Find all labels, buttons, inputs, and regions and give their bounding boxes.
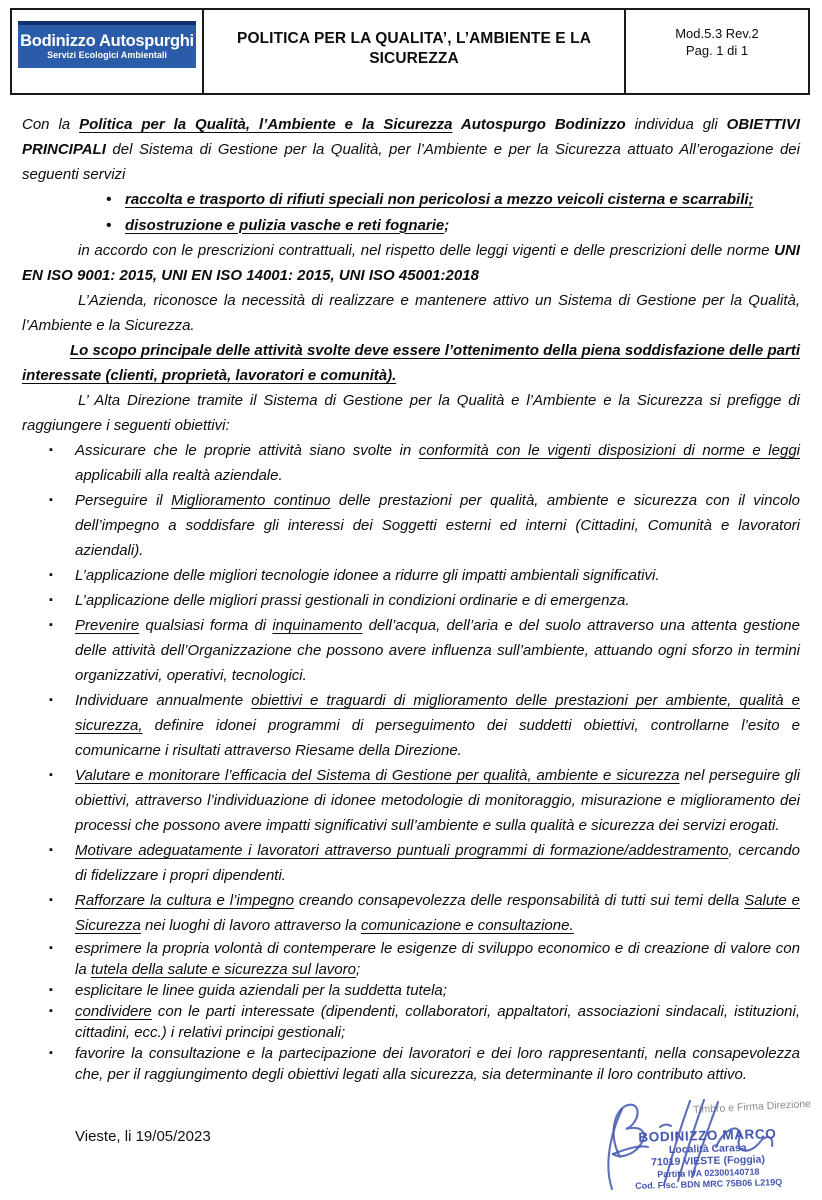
page-number: Pag. 1 di 1 bbox=[685, 43, 749, 58]
list-item bbox=[22, 888, 800, 938]
text-run: inquinamento bbox=[272, 617, 363, 634]
list-item bbox=[22, 838, 800, 888]
text-run: condividere bbox=[75, 1003, 152, 1020]
text-run: esplicitare le linee guida aziendali per la suddetta tutela; bbox=[75, 982, 447, 999]
text-run: ; bbox=[356, 961, 361, 978]
mod-revision: Mod.5.3 Rev.2 bbox=[675, 26, 759, 41]
stamp-vat: Partita IVA 02300140718 bbox=[657, 1166, 760, 1180]
list-item bbox=[22, 438, 800, 488]
list-item bbox=[22, 187, 800, 213]
text-run: comunicazione e consultazione. bbox=[360, 917, 574, 934]
list-item bbox=[22, 688, 800, 763]
stamp-caption: Timbro e Firma Direzione bbox=[692, 1097, 812, 1117]
list-item bbox=[22, 488, 800, 563]
text-run: obiettivi e traguardi di miglioramento delle prestazioni per ambiente, qualità e sicurezza, bbox=[75, 692, 800, 734]
text-run: con le parti interessate (dipendenti, collaboratori, appaltatori, associazioni sindacali, istituzioni, cittadini, ecc.) i relativi principi gestionali; bbox=[75, 1003, 800, 1041]
direction-paragraph bbox=[22, 388, 800, 438]
stamp-fiscal-code: Cod. Fisc. BDN MRC 75B06 L219Q bbox=[635, 1177, 783, 1191]
intro-paragraph bbox=[22, 112, 800, 187]
list-item bbox=[22, 1043, 800, 1085]
text-run: Con la bbox=[22, 116, 80, 133]
text-run: conformità con le vigenti disposizioni di norme e leggi bbox=[418, 442, 800, 459]
list-item bbox=[22, 213, 800, 239]
text-run: esprimere la propria volontà di contemperare le esigenze di sviluppo economico e di creazione di valore con la bbox=[75, 940, 800, 978]
text-run: del Sistema di Gestione per la Qualità, per l’Ambiente e per la Sicurezza attuato All’erogazione dei seguenti servizi bbox=[22, 141, 800, 183]
text-run: UNI EN ISO 9001: 2015, UNI EN ISO 14001: 2015, UNI ISO 45001:2018 bbox=[22, 242, 800, 284]
text-run: Salute e Sicurezza bbox=[75, 892, 800, 934]
stamp-signature-block bbox=[590, 1095, 815, 1197]
header-logo-cell bbox=[12, 10, 204, 93]
text-run: Autospurgo Bodinizzo bbox=[460, 116, 626, 133]
text-run: nei luoghi di lavoro attraverso la bbox=[140, 917, 361, 934]
stamp-locality: Località Carasa bbox=[668, 1141, 747, 1157]
scope-paragraph bbox=[22, 338, 800, 388]
text-run: nel perseguire gli obiettivi, attraverso l’individuazione di idonee metodologie di monitoraggio, misurazione e miglioramento dei processi che possono avere impatti significativi sull’ambiente e sulla qualità e sicurezza dei servizi erogati. bbox=[75, 767, 801, 834]
list-item bbox=[22, 613, 800, 688]
objectives-list bbox=[22, 438, 800, 938]
text-run: Prevenire bbox=[75, 617, 140, 634]
text-run: Individuare annualmente bbox=[75, 692, 252, 709]
list-item bbox=[22, 1001, 800, 1043]
text-run: Politica per la Qualità, l’Ambiente e la Sicurezza bbox=[79, 116, 453, 133]
text-run: individua gli bbox=[625, 116, 727, 133]
objectives-list-tight bbox=[22, 938, 800, 1085]
text-run: L’applicazione delle migliori prassi gestionali in condizioni ordinarie e di emergenza. bbox=[75, 592, 630, 609]
list-item bbox=[22, 563, 800, 588]
logo-title: Bodinizzo Autospurghi bbox=[20, 32, 194, 50]
services-list bbox=[22, 187, 800, 238]
text-run: raccolta e trasporto di rifiuti speciali non pericolosi a mezzo veicoli cisterna e scarrabili; bbox=[125, 191, 754, 208]
text-run: L’Azienda, riconosce la necessità di realizzare e mantenere attivo un Sistema di Gestione per la Qualità, l’Ambiente e la Sicurezza. bbox=[22, 292, 800, 334]
date-line: Vieste, li 19/05/2023 bbox=[75, 1128, 211, 1145]
text-run: definire idonei programmi di perseguimento dei suddetti obiettivi, controllarne l’esito e comunicarne i risultati attraverso Riesame della Direzione. bbox=[75, 717, 800, 759]
text-run: dell’acqua, dell’aria e del suolo attraverso una attenta gestione delle attività dell’Organizzazione che possono avere influenza sull’ambiente, attuando ogni sforzo in termini organizzativi, operativi, tecnologici. bbox=[75, 617, 800, 684]
text-run: Motivare adeguatamente i lavoratori attraverso puntuali programmi di formazione/addestramento bbox=[75, 842, 729, 859]
header-table bbox=[10, 8, 810, 95]
text-run: Rafforzare la cultura e l’impegno bbox=[75, 892, 294, 909]
text-run bbox=[453, 116, 461, 133]
list-item bbox=[22, 763, 800, 838]
stamp-name: BODINIZZO MARCO bbox=[638, 1126, 777, 1145]
company-stamp bbox=[607, 1125, 809, 1192]
stamp-city: 71019 VIESTE (Foggia) bbox=[651, 1153, 766, 1169]
header-title-cell bbox=[204, 10, 626, 93]
text-run: Valutare e monitorare l’efficacia del Sistema di Gestione per qualità, ambiente e sicurezza bbox=[75, 767, 680, 784]
text-run: Miglioramento continuo bbox=[171, 492, 331, 509]
text-run: tutela della salute e sicurezza sul lavoro bbox=[90, 961, 356, 978]
list-item bbox=[22, 938, 800, 980]
text-run: ; bbox=[444, 216, 450, 234]
list-item bbox=[22, 980, 800, 1001]
text-run: OBIETTIVI PRINCIPALI bbox=[22, 116, 800, 158]
text-run: Lo scopo principale delle attività svolte deve essere l’ottenimento della piena soddisfazione delle parti interessate (clienti, proprietà, lavoratori e comunità). bbox=[22, 342, 800, 384]
list-item bbox=[22, 588, 800, 613]
company-paragraph bbox=[22, 288, 800, 338]
text-run: disostruzione e pulizia vasche e reti fognarie bbox=[125, 216, 445, 234]
logo-subtitle: Servizi Ecologici Ambientali bbox=[47, 50, 167, 60]
text-run: delle prestazioni per qualità, ambiente e sicurezza con il vincolo dell’impegno a soddisfare gli interessi dei Soggetti esterni ed interni (Cittadini, Comunità e lavoratori aziendali). bbox=[75, 492, 800, 559]
norms-paragraph bbox=[22, 238, 800, 288]
text-run: applicabili alla realtà aziendale. bbox=[75, 467, 283, 484]
text-run: Perseguire il bbox=[75, 492, 172, 509]
document-body bbox=[22, 112, 800, 1085]
text-run: creando consapevolezza delle responsabilità di tutti sui temi della bbox=[293, 892, 745, 909]
text-run: L’applicazione delle migliori tecnologie idonee a ridurre gli impatti ambientali significativi. bbox=[75, 567, 660, 584]
text-run: qualsiasi forma di bbox=[139, 617, 273, 634]
document-title: POLITICA PER LA QUALITA’, L’AMBIENTE E LA SICUREZZA bbox=[237, 30, 591, 67]
text-run: in accordo con le prescrizioni contrattuali, nel rispetto delle leggi vigenti e delle prescrizioni delle norme bbox=[78, 242, 775, 259]
text-run: , cercando di fidelizzare i propri dipendenti. bbox=[75, 842, 800, 884]
text-run: Assicurare che le proprie attività siano svolte in bbox=[75, 442, 419, 459]
text-run: favorire la consultazione e la partecipazione dei lavoratori e dei loro rappresentanti, nella consapevolezza che, per il raggiungimento degli obiettivi legati alla sicurezza, sia determinante il loro contributo attivo. bbox=[75, 1045, 800, 1083]
company-logo bbox=[18, 21, 196, 68]
header-revision-cell bbox=[626, 10, 808, 93]
text-run: L’ Alta Direzione tramite il Sistema di Gestione per la Qualità e l’Ambiente e la Sicurezza si prefigge di raggiungere i seguenti obiettivi: bbox=[22, 392, 800, 434]
